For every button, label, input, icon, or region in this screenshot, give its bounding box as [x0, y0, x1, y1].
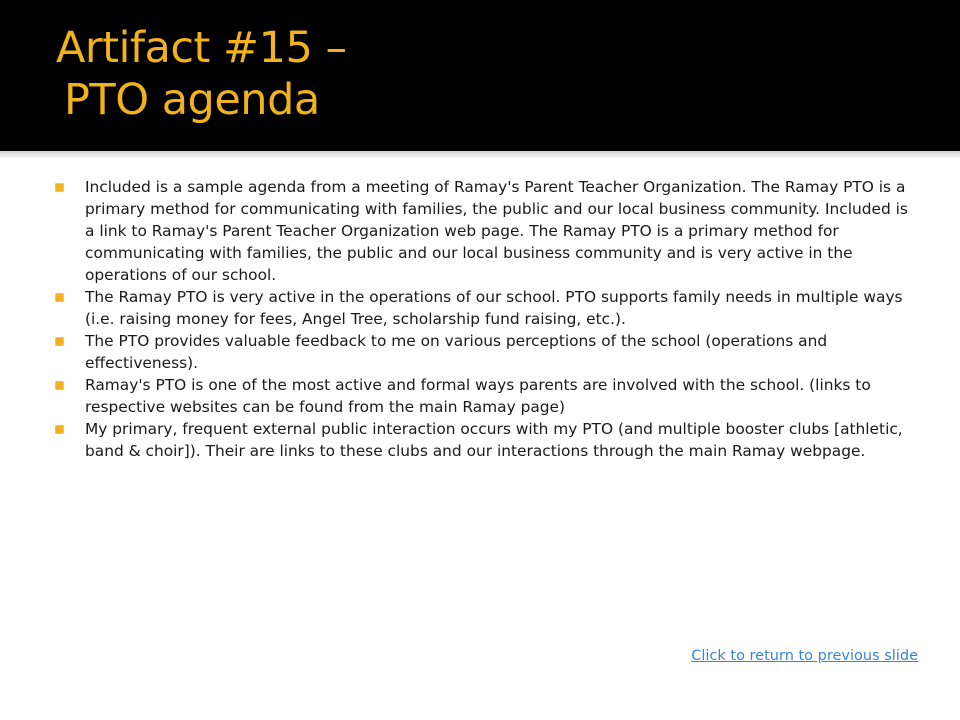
bullet-item: [56, 176, 918, 286]
square-bullet-icon: [56, 184, 63, 191]
bullet-item: [56, 286, 918, 330]
bullet-item: [56, 418, 918, 462]
bullet-item: [56, 374, 918, 418]
slide-title-line-1: Artifact #15 –: [56, 23, 347, 73]
square-bullet-icon: [56, 294, 63, 301]
return-to-previous-slide-link[interactable]: Click to return to previous slide: [691, 648, 918, 664]
slide-content: [56, 176, 918, 462]
bullet-item: [56, 330, 918, 374]
square-bullet-icon: [56, 426, 63, 433]
square-bullet-icon: [56, 338, 63, 345]
square-bullet-icon: [56, 382, 63, 389]
bullet-text: The PTO provides valuable feedback to me on various perceptions of the school (operations and effectiveness).: [85, 332, 828, 372]
slide-title-line-2: PTO agenda: [64, 75, 320, 125]
bullet-text: The Ramay PTO is very active in the operations of our school. PTO supports family needs in multiple ways (i.e. raising money for fees, Angel Tree, scholarship fund raising, etc.).: [85, 288, 903, 328]
bullet-text: Ramay's PTO is one of the most active and formal ways parents are involved with the school. (links to respective websites can be found from the main Ramay page): [85, 376, 871, 416]
bullet-text: Included is a sample agenda from a meeting of Ramay's Parent Teacher Organization. The Ramay PTO is a primary method for communicating with families, the public and our local business community. Included is a link to Ramay's Parent Teacher Organization web page. The Ramay PTO is a primary method for communicating with families, the public and our local business community and is very active in the operations of our school.: [85, 178, 908, 284]
slide-title: [56, 22, 346, 126]
title-band: [0, 0, 960, 151]
bullet-text: My primary, frequent external public interaction occurs with my PTO (and multiple booster clubs [athletic, band & choir]). Their are links to these clubs and our interactions through the main Ramay webpage.: [85, 420, 903, 460]
bullet-list: [56, 176, 918, 462]
title-divider: [0, 151, 960, 158]
